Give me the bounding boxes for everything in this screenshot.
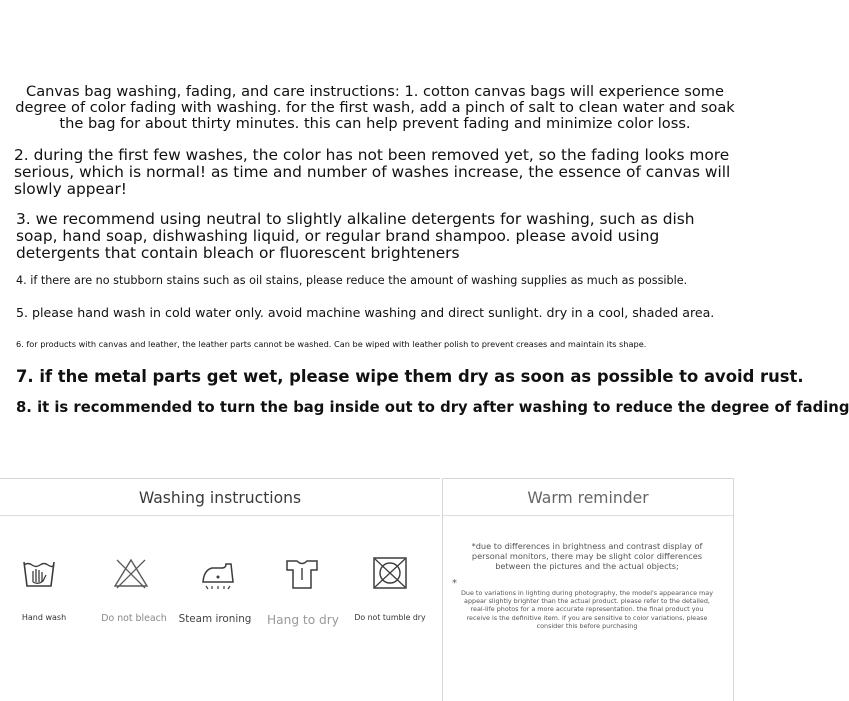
washing-instructions-title: Washing instructions: [0, 479, 440, 516]
lighting-variation-note: Due to variations in lighting during photography, the model's appearance may appear slightly brighter than the actual product. please refer to the detailed, real-life photos for a more accurate representation. the final product you receive is the definitive item. if you are sensitive to color variations, please consider this before purchasing: [461, 589, 713, 630]
do-not-bleach-label: Do not bleach: [101, 613, 167, 624]
monitor-color-note: *due to differences in brightness and contrast display of personal monitors, there may be slight color differences between the pictures and the actual objects;: [471, 541, 703, 571]
instruction-2: 2. during the first few washes, the color has not been removed yet, so the fading looks more serious, which is normal! as time and number of washes increase, the essence of canvas will slowly appear!: [14, 146, 731, 198]
note-asterisk: *: [452, 578, 457, 589]
instruction-6: 6. for products with canvas and leather, the leather parts cannot be washed. Can be wiped with leather polish to prevent creases and maintain its shape.: [16, 339, 647, 349]
intro-paragraph: Canvas bag washing, fading, and care instructions: 1. cotton canvas bags will experience some degree of color fading with washing. for the first wash, add a pinch of salt to clean water and soak the bag for about thirty minutes. this can help prevent fading and minimize color loss.: [15, 83, 735, 132]
steam-ironing-label: Steam ironing: [178, 613, 252, 625]
instruction-8: 8. it is recommended to turn the bag inside out to dry after washing to reduce the degree of fading: [16, 399, 849, 416]
do-not-bleach-icon: [113, 556, 149, 590]
instruction-4: 4. if there are no stubborn stains such as oil stains, please reduce the amount of washing supplies as much as possible.: [16, 274, 688, 287]
hang-to-dry-label: Hang to dry: [266, 613, 340, 627]
do-not-tumble-dry-icon: [372, 556, 408, 590]
instruction-3: 3. we recommend using neutral to slightly alkaline detergents for washing, such as dish soap, hand soap, dishwashing liquid, or regular brand shampoo. please avoid using detergents that contain bleach or fluorescent brighteners: [16, 210, 695, 262]
hand-wash-icon: [22, 556, 56, 590]
hang-dry-icon: [283, 556, 321, 592]
warm-reminder-title: Warm reminder: [443, 479, 733, 516]
instruction-5: 5. please hand wash in cold water only. avoid machine washing and direct sunlight. dry in a cool, shaded area.: [16, 305, 715, 320]
instruction-7: 7. if the metal parts get wet, please wipe them dry as soon as possible to avoid rust.: [16, 367, 804, 386]
hand-wash-label: Hand wash: [21, 613, 67, 622]
steam-iron-icon: [200, 556, 236, 590]
do-not-tumble-dry-label: Do not tumble dry: [354, 613, 426, 622]
